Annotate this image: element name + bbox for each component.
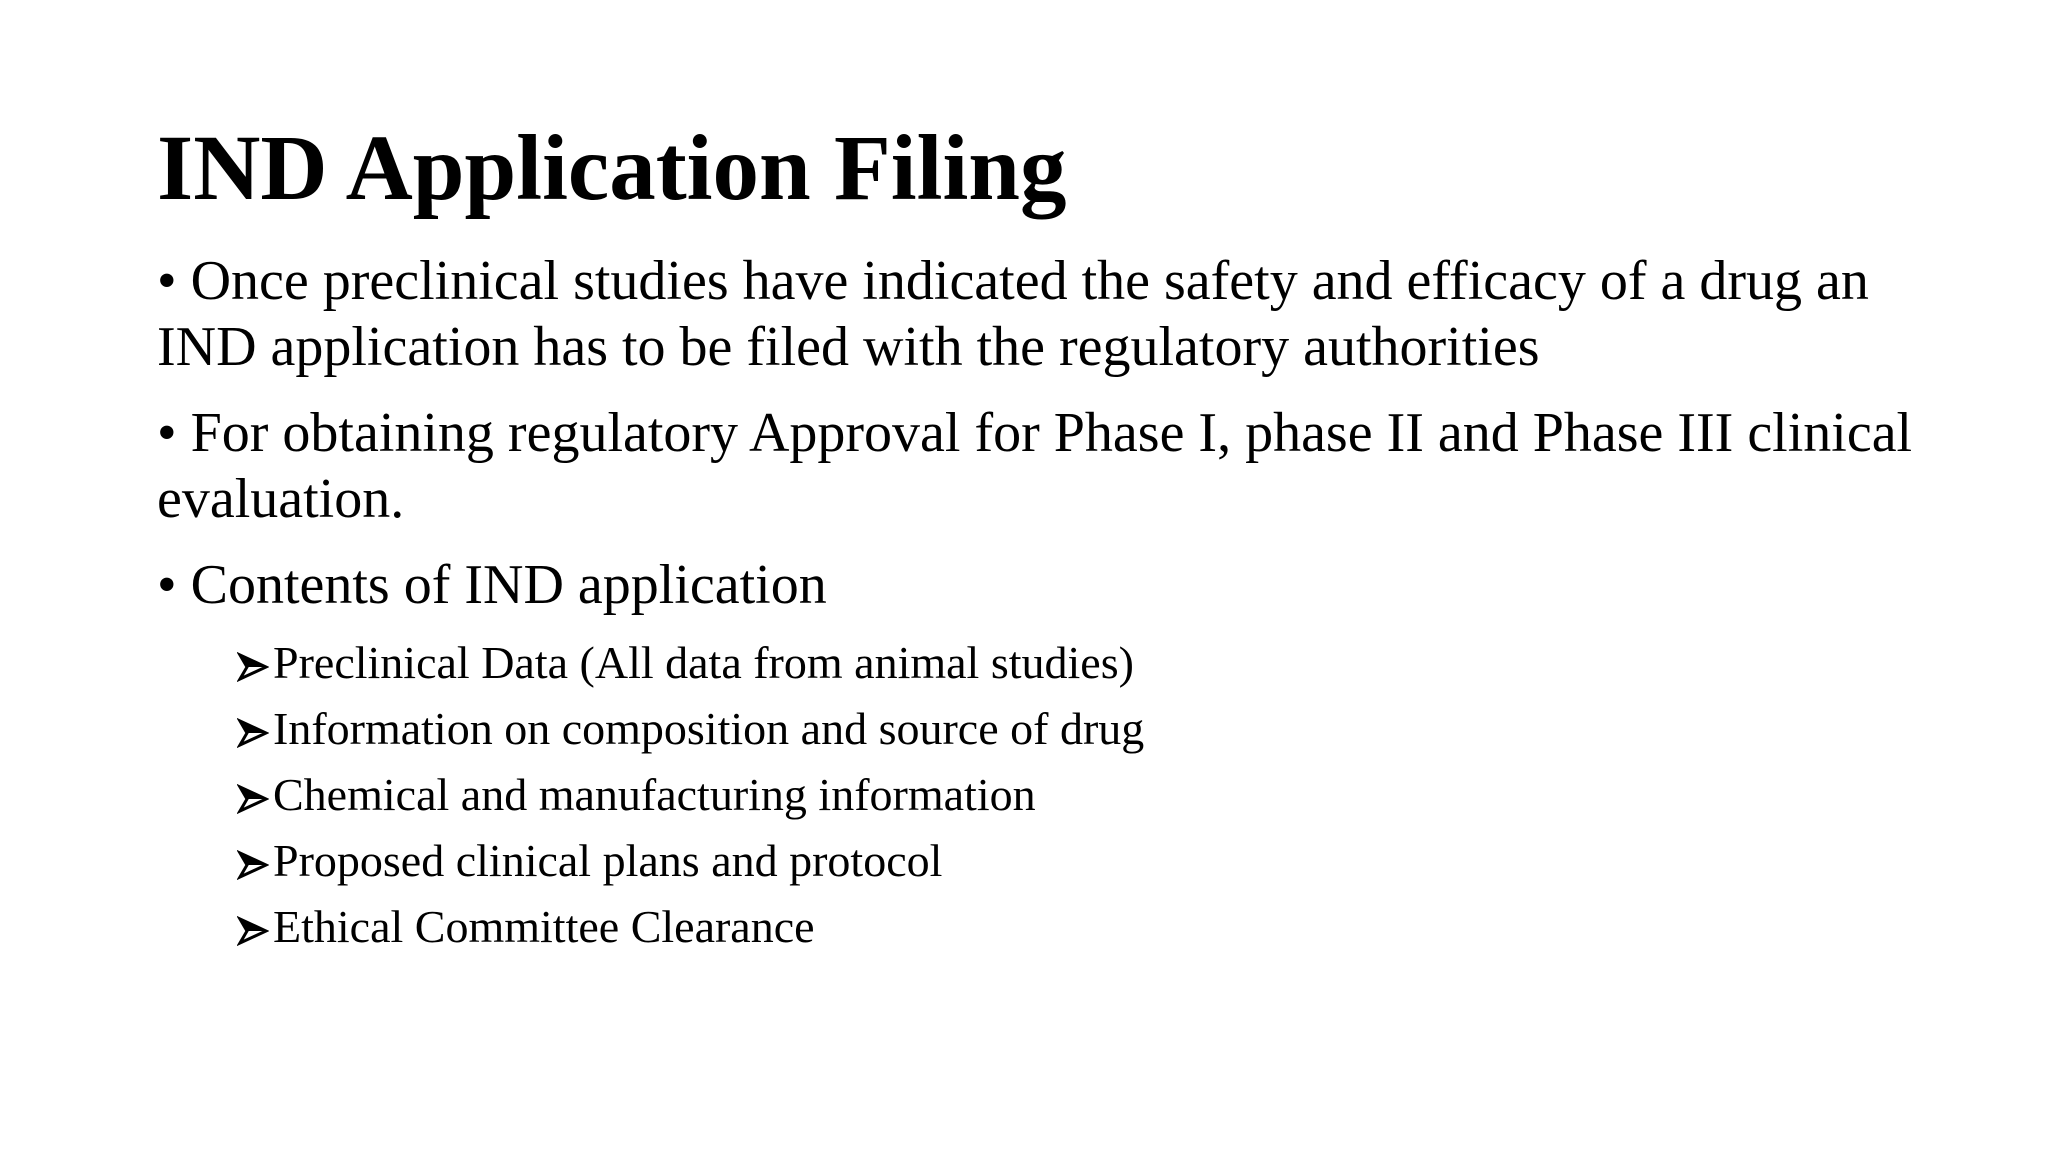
sub-list-item	[237, 630, 1977, 696]
sub-list-item-text: Proposed clinical plans and protocol	[273, 835, 943, 886]
bullet-marker: •	[157, 554, 177, 616]
bullet-item	[157, 400, 1977, 532]
arrowhead-bullet-icon	[237, 846, 273, 876]
sub-list-item-text: Ethical Committee Clearance	[273, 901, 815, 952]
arrowhead-bullet-icon	[237, 648, 273, 678]
arrowhead-bullet-icon	[237, 714, 273, 744]
bullet-marker: •	[157, 250, 177, 312]
sub-list-item-text: Chemical and manufacturing information	[273, 769, 1036, 820]
bullet-item	[157, 248, 1977, 380]
sub-list-item	[237, 762, 1977, 828]
sub-list	[237, 630, 1977, 960]
sub-list-item	[237, 828, 1977, 894]
sub-list-item-text: Information on composition and source of drug	[273, 703, 1145, 754]
sub-list-item	[237, 696, 1977, 762]
arrowhead-bullet-icon	[237, 912, 273, 942]
bullet-item	[157, 552, 1977, 618]
bullet-text: For obtaining regulatory Approval for Phase I, phase II and Phase III clinical evaluation.	[157, 402, 1913, 530]
slide-title: IND Application Filing	[157, 117, 1067, 220]
arrowhead-bullet-icon	[237, 780, 273, 810]
sub-list-item	[237, 894, 1977, 960]
bullet-marker: •	[157, 402, 177, 464]
slide-content	[157, 248, 1977, 960]
bullet-text: Contents of IND application	[190, 554, 827, 616]
bullet-text: Once preclinical studies have indicated the safety and efficacy of a drug an IND application has to be filed with the regulatory authorities	[157, 250, 1869, 378]
sub-list-item-text: Preclinical Data (All data from animal studies)	[273, 637, 1134, 688]
